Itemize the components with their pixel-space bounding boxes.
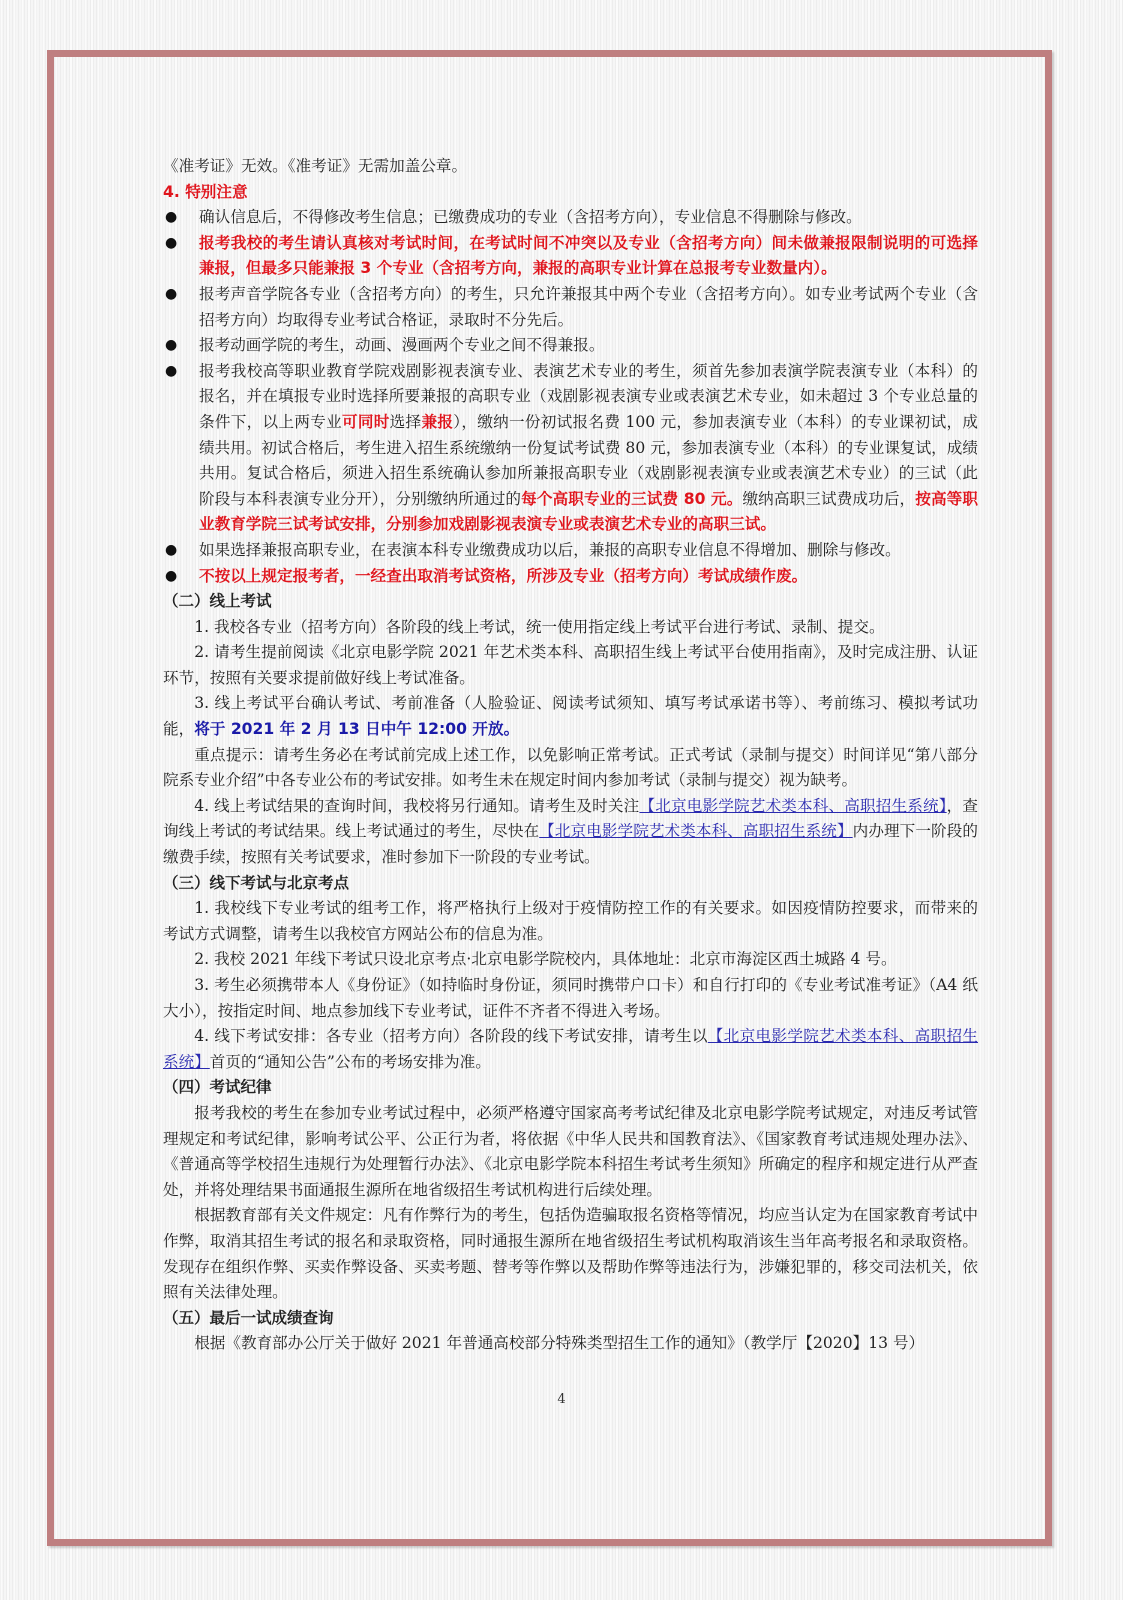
offline-exam-item-3: 3. 考生必须携带本人《身份证》（如持临时身份证，须同时携带户口卡）和自行打印的《专业考试准考证》（A4 纸大小），按指定时间、地点参加线下专业考试，证件不齐者不得进入考场。 bbox=[163, 976, 978, 1020]
document-body bbox=[163, 154, 978, 1357]
emphasis-red: 每个高职专业的三试费 80 元。 bbox=[521, 489, 743, 508]
admission-system-link[interactable]: 【北京电影学院艺术类本科、高职招生系统】 bbox=[639, 796, 947, 815]
notice-bullet: ● 报考声音学院各专业（含招考方向）的考生，只允许兼报其中两个专业（含招考方向）。如专业考试两个专业（含招考方向）均取得专业考试合格证，录取时不分先后。 bbox=[163, 282, 978, 333]
emphasis-red: 可同时 bbox=[342, 412, 390, 431]
page-number: 4 bbox=[557, 1392, 566, 1407]
discipline-paragraph-1: 报考我校的考生在参加专业考试过程中，必须严格遵守国家高考考试纪律及北京电影学院考试规定，对违反考试管理规定和考试纪律，影响考试公平、公正行为者，将依据《中华人民共和国教育法》、《国家教育考试违规处理办法》、《普通高等学校招生违规行为处理暂行办法》、《北京电影学院本科招生考试考生须知》所确定的程序和规定进行从严查处，并将处理结果书面通报生源所在地省级招生考试机构进行后续处理。 bbox=[163, 1103, 978, 1199]
bullet-icon: ● bbox=[165, 362, 178, 379]
section-heading-online-exam: （二）线上考试 bbox=[163, 592, 272, 611]
emphasis-red: 按高等职业教育学院三试考试安排，分别参加戏剧影视表演专业或表演艺术专业的高职三试。 bbox=[199, 489, 978, 534]
emphasis-red: 兼报 bbox=[421, 412, 454, 431]
online-exam-item-4: 4. 线上考试结果的查询时间，我校将另行通知。请考生及时关注【北京电影学院艺术类本科、高职招生系统】，查询线上考试的考试结果。线上考试通过的考生，尽快在【北京电影学院艺术类本科、高职招生系统】内办理下一阶段的缴费手续，按照有关考试要求，准时参加下一阶段的专业考试。 bbox=[163, 796, 978, 867]
admission-system-link[interactable]: 【北京电影学院艺术类本科、高职招生系统】 bbox=[163, 1027, 978, 1071]
notice-bullet: ● 报考动画学院的考生，动画、漫画两个专业之间不得兼报。 bbox=[163, 333, 978, 359]
online-exam-item-3: 3. 线上考试平台确认考试、考前准备（人脸验证、阅读考试须知、填写考试承诺书等）、考前练习、模拟考试功能，将于 2021 年 2 月 13 日中午 12:00 开放。 bbox=[163, 694, 978, 739]
notice-bullet: ● 如果选择兼报高职专业，在表演本科专业缴费成功以后，兼报的高职专业信息不得增加、删除与修改。 bbox=[163, 538, 978, 564]
online-exam-item-2: 2. 请考生提前阅读《北京电影学院 2021 年艺术类本科、高职招生线上考试平台使用指南》，及时完成注册、认证环节，按照有关要求提前做好线上考试准备。 bbox=[163, 643, 978, 687]
bullet-icon: ● bbox=[165, 337, 178, 354]
bullet-icon: ● bbox=[165, 541, 178, 558]
bullet-icon: ● bbox=[165, 567, 178, 584]
notice-bullet-important: ● 报考我校的考生请认真核对考试时间，在考试时间不冲突以及专业（含招考方向）间未做兼报限制说明的可选择兼报，但最多只能兼报 3 个专业（含招考方向，兼报的高职专业计算在总报考专业数量内）。 bbox=[163, 231, 978, 282]
section-heading-final-query: （五）最后一试成绩查询 bbox=[163, 1308, 334, 1327]
section-heading-offline-exam: （三）线下考试与北京考点 bbox=[163, 873, 350, 892]
offline-exam-item-2: 2. 我校 2021 年线下考试只设北京考点·北京电影学院校内，具体地址：北京市海淀区西土城路 4 号。 bbox=[194, 950, 897, 969]
offline-exam-item-4: 4. 线下考试安排：各专业（招考方向）各阶段的线下考试安排，请考生以【北京电影学院艺术类本科、高职招生系统】首页的“通知公告”公布的考场安排为准。 bbox=[163, 1027, 978, 1071]
special-notice-heading: 4. 特别注意 bbox=[163, 182, 248, 201]
admission-system-link[interactable]: 【北京电影学院艺术类本科、高职招生系统】 bbox=[539, 822, 853, 841]
notice-bullet: ● 确认信息后，不得修改考生信息；已缴费成功的专业（含招考方向），专业信息不得删除与修改。 bbox=[163, 205, 978, 231]
notice-bullet-important: ● 不按以上规定报考者，一经查出取消考试资格，所涉及专业（招考方向）考试成绩作废。 bbox=[163, 564, 978, 590]
admission-ticket-note: 《准考证》无效。《准考证》无需加盖公章。 bbox=[163, 157, 468, 175]
notice-bullet-vocational: ● 报考我校高等职业教育学院戏剧影视表演专业、表演艺术专业的考生，须首先参加表演学院表演专业（本科）的报名，并在填报专业时选择所要兼报的高职专业（戏剧影视表演专业或表演艺术专业，如未超过 3 个专业总量的条件下，以上两专业可同时选择兼报），缴纳一份初试报名费 100 元，参加表演专业（本科）的专业课初试，成绩共用。初试合格后，考生进入招生系统缴纳一份复试考试费 80 元，参加表演专业（本科）的专业课复试，成绩共用。复试合格后，须进入招生系统确认参加所兼报高职专业（戏剧影视表演专业或表演艺术专业）的三试（此阶段与本科表演专业分开），分别缴纳所通过的每个高职专业的三试费 80 元。缴纳高职三试费成功后，按高等职业教育学院三试考试安排，分别参加戏剧影视表演专业或表演艺术专业的高职三试。 bbox=[163, 359, 978, 538]
section-heading-discipline: （四）考试纪律 bbox=[163, 1078, 272, 1097]
final-query-paragraph: 根据《教育部办公厅关于做好 2021 年普通高校部分特殊类型招生工作的通知》（教学厅【2020】13 号） bbox=[194, 1334, 925, 1353]
offline-exam-item-1: 1. 我校线下专业考试的组考工作，将严格执行上级对于疫情防控工作的有关要求。如因疫情防控要求，而带来的考试方式调整，请考生以我校官方网站公布的信息为准。 bbox=[163, 899, 978, 943]
bullet-icon: ● bbox=[165, 234, 178, 251]
bullet-icon: ● bbox=[165, 209, 178, 226]
discipline-paragraph-2: 根据教育部有关文件规定：凡有作弊行为的考生，包括伪造骗取报名资格等情况，均应当认定为在国家教育考试中作弊，取消其招生考试的报名和录取资格，同时通报生源所在地省级招生考试机构取消该生当年高考报名和录取资格。发现存在组织作弊、买卖作弊设备、买卖考题、替考等作弊以及帮助作弊等违法行为，涉嫌犯罪的，移交司法机关，依照有关法律处理。 bbox=[163, 1206, 978, 1302]
bullet-icon: ● bbox=[165, 285, 178, 302]
online-exam-key-note: 重点提示：请考生务必在考试前完成上述工作，以免影响正常考试。正式考试（录制与提交）时间详见“第八部分院系专业介绍”中各专业公布的考试安排。如考生未在规定时间内参加考试（录制与提交）视为缺考。 bbox=[163, 745, 978, 790]
online-exam-item-1: 1. 我校各专业（招考方向）各阶段的线上考试，统一使用指定线上考试平台进行考试、录制、提交。 bbox=[194, 617, 885, 636]
open-date-highlight: 将于 2021 年 2 月 13 日中午 12:00 开放。 bbox=[194, 720, 520, 739]
